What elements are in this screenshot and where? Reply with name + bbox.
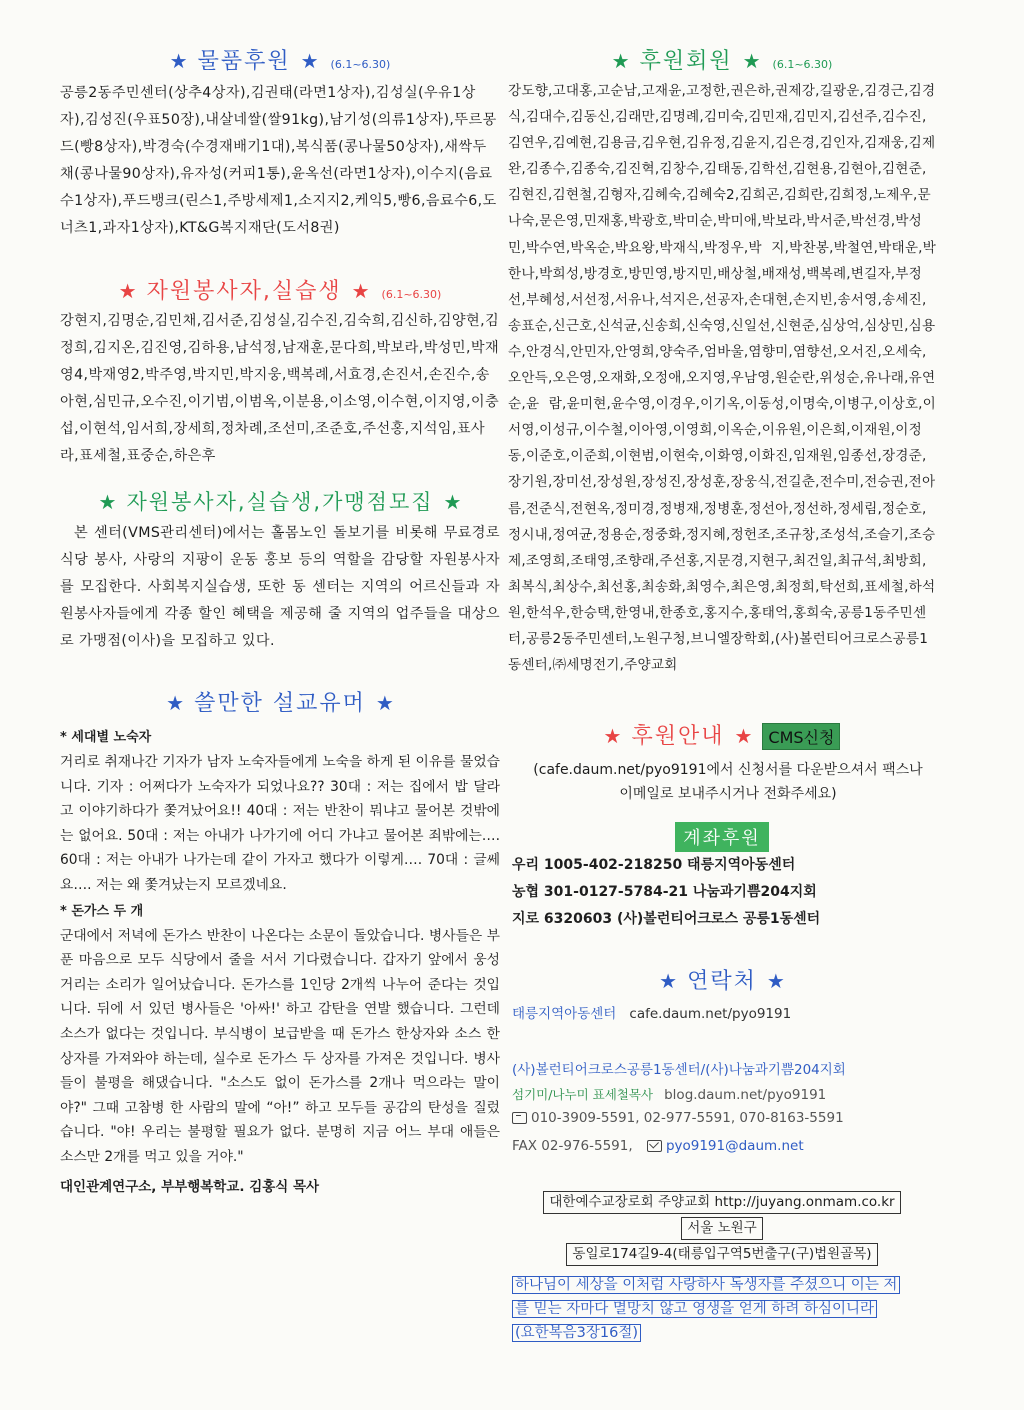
humor-item2-text: 군대에서 저녁에 돈가스 반찬이 나온다는 소문이 돌았습니다. 병사들은 부푼 마음으로 모두 식당에서 줄을 서서 기다렸습니다. 갑자기 앞에서 웅성거리는 소리가 일어났습니다. 돈가스를 1인당 2개씩 나누어 준다는 것입니다. 뒤에 서 있던 병사들은 '아싸!' 하고 감탄을 연발 했습니다. 그런데 소스가 없다는 것입니다. 부식병이 보급받을 때 돈가스 한상자와 소스 한상자를 가져와야 하는데, 실수로 돈가스 두 상자를 가져온 것입니다. 병사들이 불평을 해댔습니다. "소스도 없이 돈가스를 2개나 먹으라는 말이야?" 그때 고참병 한 사람의 말에 “아!” 하고 모두들 공감의 탄성을 질렀습니다. "야! 우리는 불평할 필요가 없다. 분명히 지금 어느 부대 애들은 소스만 2개를 먹고 있을 거야." xyxy=(60,927,500,1165)
humor-heading xyxy=(60,686,500,717)
church-name: 대한예수교장로회 주양교회 http://juyang.onmam.co.kr xyxy=(543,1191,900,1214)
star-icon: ★ xyxy=(98,490,117,514)
contact-heading xyxy=(508,964,936,995)
star-icon: ★ xyxy=(766,969,785,993)
contact-row-fax xyxy=(512,1138,936,1154)
star-icon: ★ xyxy=(734,724,753,748)
cms-signup-button[interactable]: CMS신청 xyxy=(762,723,840,750)
bank-account-nonghyup: 농협 301-0127-5784-21 나눔과기쁨204지회 xyxy=(512,884,817,900)
bank-account-giro: 지로 6320603 (사)볼런티어크로스 공릉1동센터 xyxy=(512,911,821,927)
goods-list: 공릉2동주민센터(상추4상자),김권태(라면1상자),김성실(우유1상자),김성진(우표50장),내살네쌀(쌀91kg),남기성(의류1상자),뚜르몽드(빵8상자),박경숙(수경재배기1대),복식품(콩나물50상자),새싹두채(콩나물90상자),유자성(커피1통),윤옥선(라면1상자),이수지(음료수1상자),푸드뱅크(린스1,주방세제1,소지지2,케익5,빵6,음료수6,도너츠1,과자1상자),KT&G복지재단(도서8권) xyxy=(60,85,497,237)
members-list: 강도향,고대홍,고순남,고재윤,고정한,권은하,권제강,길광운,김경근,김경식,김대수,김동신,김래만,김명례,김미숙,김민재,김민지,김선주,김수진,김연우,김예현,김용금,김우현,김유정,김윤지,김은경,김인자,김재웅,김제완,김종수,김종숙,김진혁,김창수,김태동,김학선,김현용,김현아,김현준,김현진,김현철,김형자,김혜숙,김혜숙2,김희곤,김희란,김희정,노제우,문나숙,문은영,민재홍,박광호,박미순,박미애,박보라,박서준,박선경,박성민,박수연,박옥순,박요왕,박재식,박정우,박 지,박찬봉,박철연,박태운,박한나,박희성,방경호,방민영,방지민,배상철,배재성,백복례,변길자,부정선,부혜성,서선정,서유나,석지은,선공자,손대현,손지빈,송서영,송세진,송표순,신근호,신석균,신송희,신숙영,신일선,신현준,심상억,심상민,심용수,안경식,안민자,안영희,양숙주,엄바울,염향미,염향선,오서진,오세숙,오안득,오은영,오재화,오정애,오지영,우남영,원순란,위성순,유나래,유연순,윤 람,윤미현,윤수영,이경우,이기옥,이동성,이명숙,이병구,이상호,이서영,이성규,이수철,이아영,이영희,이옥순,이유원,이은희,이재원,이정동,이준호,이준희,이현범,이현숙,이화영,이화진,임재원,임종선,장경준,장기원,장미선,장성원,장성진,장성훈,장웅식,전길춘,전수미,전승권,전아름,전준식,전현옥,정미경,정병재,정병훈,정선아,정선하,정세림,정순호,정시내,정여균,정용순,정중화,정지혜,정헌조,조규창,조성석,조슬기,조승제,조영희,조태영,조향래,주선홍,지문경,지현구,최건일,최규석,최방희,최복식,최상수,최선홍,최송화,최영수,최은영,최정희,탁선희,표세철,하석원,한석우,한승택,한영내,한종호,홍지수,홍태억,홍희숙,공릉1동주민센터,공릉2동주민센터,노원구청,브니엘장학회,(사)볼런티어크로스공릉1동센터,㈜세명전기,주양교회 xyxy=(508,83,936,674)
contact-row-phones xyxy=(512,1110,936,1126)
blog-link[interactable]: blog.daum.net/pyo9191 xyxy=(664,1087,827,1103)
goods-date: (6.1~6.30) xyxy=(330,58,391,71)
mail-icon xyxy=(647,1140,662,1152)
star-icon: ★ xyxy=(659,969,678,993)
guide-text: (cafe.daum.net/pyo9191에서 신청서를 다운받으셔서 팩스나 이메일로 보내주시거나 전화주세요) xyxy=(533,762,923,802)
humor-item2-title: * 돈가스 두 개 xyxy=(60,903,144,919)
verse-line-1: 하나님이 세상을 이처럼 사랑하사 독생자를 주셨으니 이는 저 xyxy=(512,1276,900,1294)
bible-verse xyxy=(512,1273,936,1345)
humor-title: 쓸만한 설교유머 xyxy=(194,691,366,716)
contact-org1: 태릉지역아동센터 xyxy=(512,1006,617,1022)
star-icon: ★ xyxy=(443,490,462,514)
church-district: 서울 노원구 xyxy=(681,1217,763,1240)
bank-title: 계좌후원 xyxy=(675,822,769,852)
members-heading xyxy=(508,44,936,75)
guide-heading xyxy=(508,719,936,750)
members-title: 후원회원 xyxy=(639,49,733,74)
star-icon: ★ xyxy=(375,691,394,715)
star-icon: ★ xyxy=(169,49,188,73)
verse-line-2: 를 믿는 자마다 멸망치 않고 영생을 얻게 하려 하심이니라 xyxy=(512,1300,877,1318)
contact-org2: (사)볼런티어크로스공릉1동센터/(사)나눔과기쁨204지회 xyxy=(512,1062,846,1078)
star-icon: ★ xyxy=(611,49,630,73)
goods-title: 물품후원 xyxy=(197,49,291,74)
members-date: (6.1~6.30) xyxy=(772,58,833,71)
humor-credit: 대인관계연구소, 부부행복학교. 김홍식 목사 xyxy=(60,1178,320,1195)
star-icon: ★ xyxy=(742,49,761,73)
fax-number: FAX 02-976-5591, xyxy=(512,1138,633,1154)
star-icon: ★ xyxy=(166,691,185,715)
cafe-link[interactable]: cafe.daum.net/pyo9191 xyxy=(629,1006,792,1022)
recruit-title: 자원봉사자,실습생,가맹점모집 xyxy=(126,490,434,514)
bank-list xyxy=(512,852,932,933)
contact-title: 연락처 xyxy=(687,969,757,994)
pastor-name: 섬기미/나누미 표세철목사 xyxy=(512,1087,654,1102)
volunteers-title: 자원봉사자,실습생 xyxy=(146,279,342,304)
goods-heading xyxy=(60,44,500,75)
star-icon: ★ xyxy=(351,279,370,303)
church-block xyxy=(508,1191,936,1266)
phone-icon xyxy=(512,1112,527,1124)
volunteers-heading xyxy=(60,274,500,305)
recruit-text: 본 센터(VMS관리센터)에서는 홀몸노인 돌보기를 비롯해 무료경로식당 봉사, 사랑의 지팡이 운동 홍보 등의 역할을 감당할 자원봉사자를 모집한다. 사회복지실습생, 또한 동 센터는 지역의 어르신들과 자원봉사자들에게 각종 할인 혜택을 제공해 줄 지역의 업주들을 대상으로 가맹점(이사)을 모집하고 있다. xyxy=(60,525,500,650)
volunteers-list: 강현지,김명순,김민채,김서준,김성실,김수진,김숙희,김신하,김양현,김정희,김지온,김진영,김하용,남석정,남재훈,문다희,박보라,박성민,박재영4,박재영2,박주영,박지민,박지웅,백복례,서효경,손진서,손진수,송아현,심민규,오수진,이기범,이범옥,이분용,이소영,이수현,이지영,이충섭,이현석,임서희,장세희,정차례,조선미,조준호,주선홍,지석임,표사라,표세철,표중순,하은후 xyxy=(60,313,500,465)
verse-reference: (요한복음3장16절) xyxy=(512,1324,641,1342)
guide-title: 후원안내 xyxy=(631,724,725,749)
star-icon: ★ xyxy=(118,279,137,303)
star-icon: ★ xyxy=(300,49,319,73)
bank-heading xyxy=(508,822,936,852)
contact-row-2 xyxy=(512,1084,936,1103)
bank-account-woori: 우리 1005-402-218250 태릉지역아동센터 xyxy=(512,857,796,873)
contact-row-1 xyxy=(512,1002,936,1022)
phone-numbers: 010-3909-5591, 02-977-5591, 070-8163-5591 xyxy=(531,1110,844,1126)
church-address: 동일로174길9-4(태릉입구역5번출구(구)법원골목) xyxy=(566,1243,877,1266)
humor-item1-title: * 세대별 노숙자 xyxy=(60,730,152,745)
email-link[interactable]: pyo9191@daum.net xyxy=(665,1138,804,1154)
star-icon: ★ xyxy=(603,724,622,748)
humor-body xyxy=(60,726,500,1200)
recruit-heading xyxy=(60,486,500,516)
humor-item1-text: 거리로 취재나간 기자가 남자 노숙자들에게 노숙을 하게 된 이유를 물었습니다. 기자 : 어쩌다가 노숙자가 되었나요?? 30대 : 저는 집에서 밥 달라고 이야기하다가 쫓겨났어요!! 40대 : 저는 반찬이 뭐냐고 물어본 것밖에는 없어요. 50대 : 저는 아내가 나가기에 어디 가냐고 물어본 죄밖에는…. 60대 : 저는 아내가 나가는데 같이 가자고 했다가 이렇게…. 70대 : 글쎄요…. 저는 왜 쫓겨났는지 모르겠네요. xyxy=(60,754,500,893)
volunteers-date: (6.1~6.30) xyxy=(381,288,442,301)
